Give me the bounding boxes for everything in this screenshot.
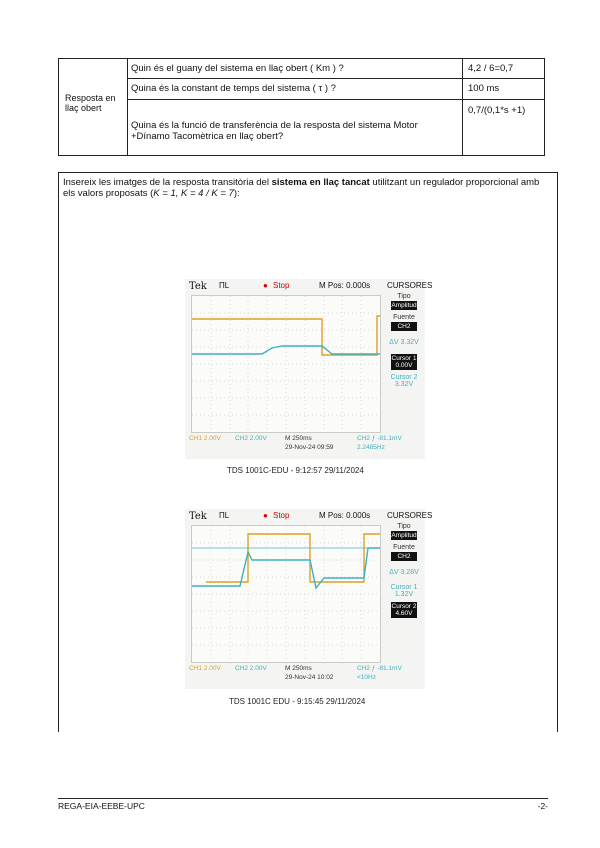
table-row	[127, 59, 544, 79]
scope-header: Tek ΠL ● Stop M Pos: 0.000s CURSORES	[189, 511, 433, 522]
table-row	[127, 100, 544, 155]
answer-cell: 100 ms	[468, 83, 500, 94]
page-footer	[58, 798, 548, 813]
scope-caption-1: TDS 1001C-EDU - 9:12:57 29/11/2024	[227, 466, 364, 475]
table-row	[127, 79, 544, 100]
question-cell: Quina és la funció de transferència de la resposta del sistema Motor +Dínamo Tacomètrica en llaç obert?	[127, 100, 463, 155]
footer-left: REGA-EIA-EEBE-UPC	[58, 801, 145, 811]
open-loop-table	[58, 58, 545, 156]
oscilloscope-screenshot-1: Tek ΠL ● Stop M Pos: 0.000s CURSORES Tipo Amplitud Fuente CH2 ΔV 3.32V Cursor 1 0.00V Cursor 2 3.32V CH1 2.00V CH2 2.00V M 250ms 29-Nov-24 09:59 CH2 ƒ -81.1mV 2.2485Hz	[185, 279, 425, 459]
page-number: -2-	[537, 801, 548, 811]
question-cell: Quina és la constant de temps del sistema ( τ ) ?	[127, 79, 463, 99]
stop-icon: ●	[263, 511, 268, 520]
scope-caption-2: TDS 1001C EDU - 9:15:45 29/11/2024	[229, 697, 366, 706]
scope-graticule	[191, 525, 381, 663]
row-header-cell	[59, 59, 128, 155]
cursor-menu: Tipo Amplitud Fuente CH2 ΔV 3.28V Cursor 1 1.32V Cursor 2 4.60V	[389, 523, 419, 617]
ch1-trace	[192, 316, 380, 355]
closed-loop-section	[58, 172, 558, 732]
scope-graticule	[191, 295, 381, 433]
oscilloscope-screenshot-2: Tek ΠL ● Stop M Pos: 0.000s CURSORES Tipo Amplitud Fuente CH2 ΔV 3.28V Cursor 1 1.32V Cursor 2 4.60V CH1 2.00V CH2 2.00V M 250ms 29-Nov-24 10:02 CH2 ƒ -81.1mV <10Hz	[185, 509, 425, 689]
cursor-menu: Tipo Amplitud Fuente CH2 ΔV 3.32V Cursor 1 0.00V Cursor 2 3.32V	[389, 293, 419, 388]
answer-cell: 0,7/(0,1*s +1)	[468, 105, 526, 116]
section-instructions: Insereix les imatges de la resposta transitòria del sistema en llaç tancat utilitzant un regulador proporcional amb els valors proposats (K = 1, K = 4 / K = 7):	[63, 177, 540, 199]
row-header: Resposta en llaç obert	[65, 93, 116, 113]
scope-header: Tek ΠL ● Stop M Pos: 0.000s CURSORES	[189, 281, 433, 292]
ch1-trace	[206, 534, 380, 582]
question-cell: Quin és el guany del sistema en llaç obert ( Km ) ?	[127, 59, 463, 78]
stop-icon: ●	[263, 281, 268, 290]
answer-cell: 4,2 / 6=0,7	[468, 63, 514, 74]
